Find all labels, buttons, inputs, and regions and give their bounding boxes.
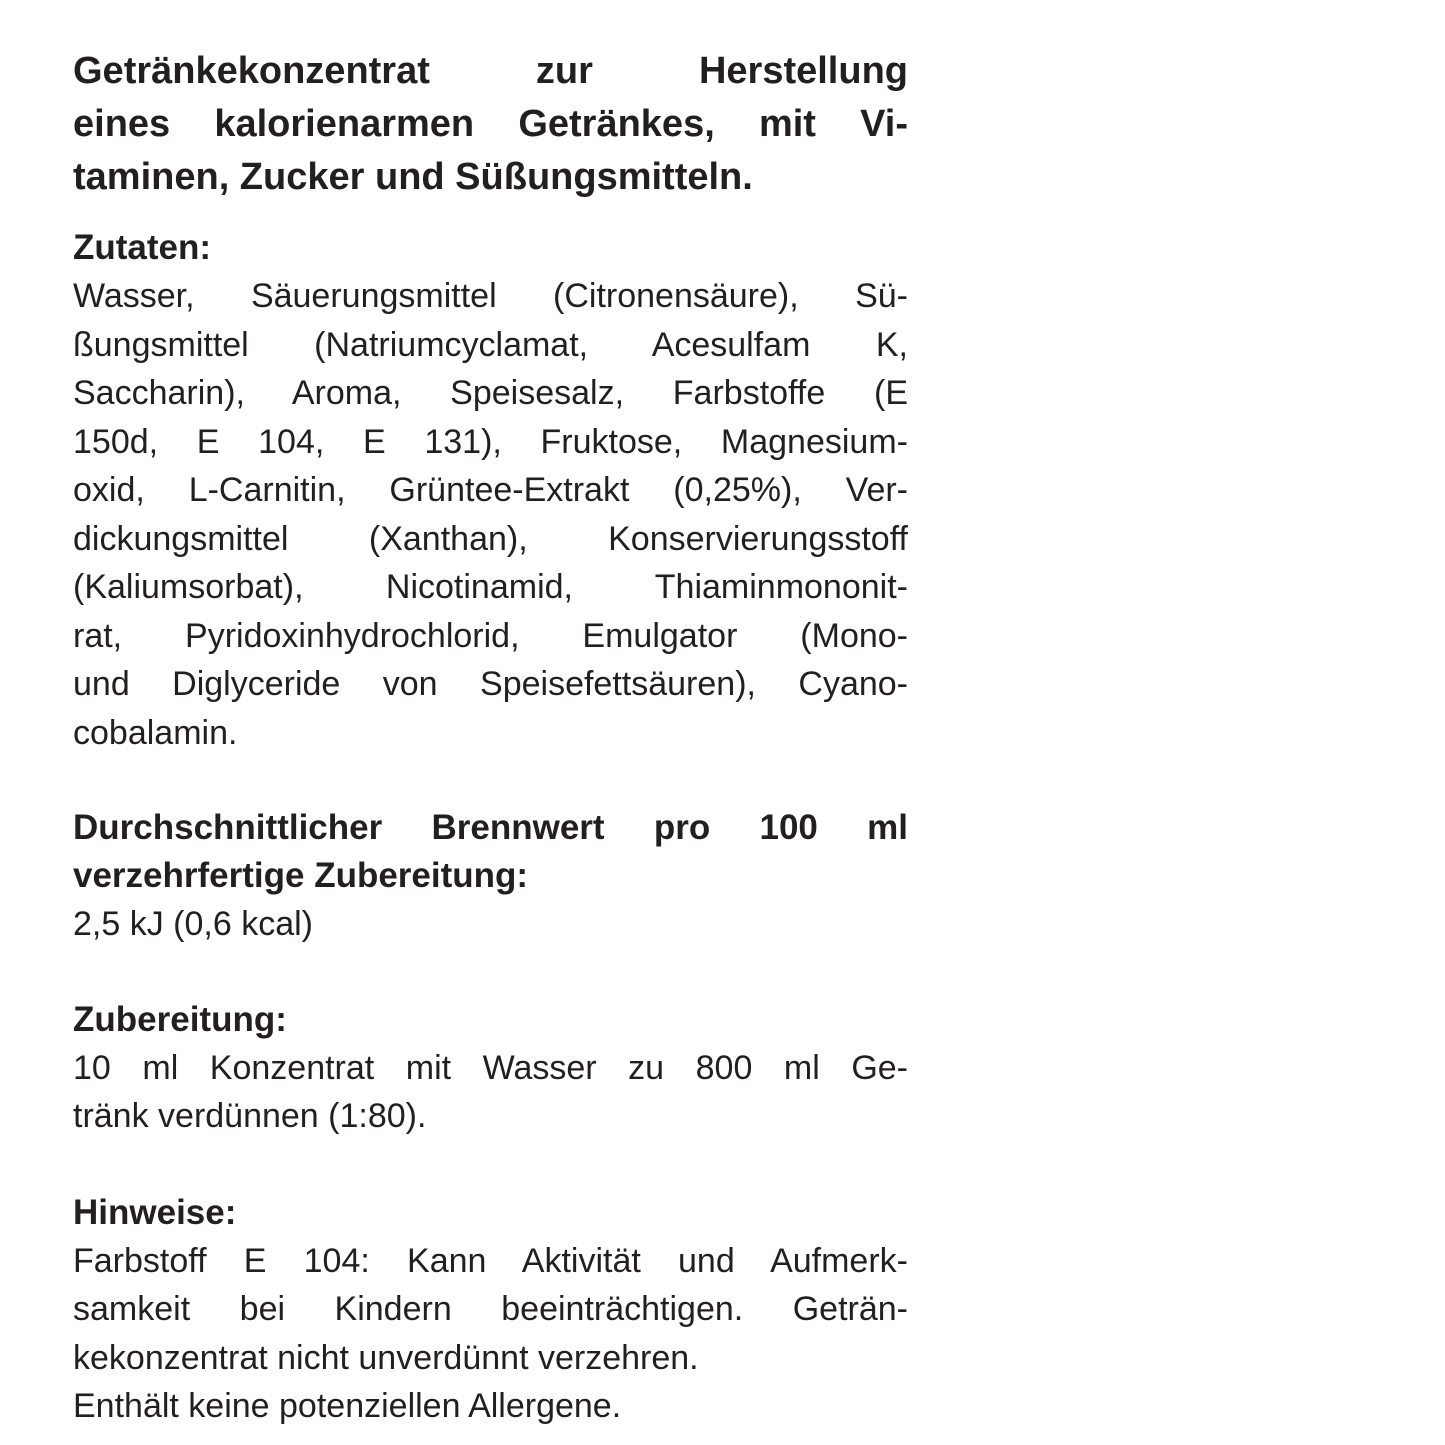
preparation-line: 10 ml Konzentrat mit Wasser zu 800 ml Ge- — [73, 1048, 908, 1087]
ingredients-line: Saccharin), Aroma, Speisesalz, Farbstoffe (E — [73, 374, 908, 412]
ingredients-line: ßungsmittel (Natriumcyclamat, Acesulfam K, — [73, 325, 908, 364]
preparation-instructions — [73, 1044, 908, 1141]
notes-line: Enthält keine potenziellen Allergene. — [73, 1387, 622, 1425]
preparation-line: tränk verdünnen (1:80). — [73, 1097, 427, 1135]
notes-line: Farbstoff E 104: Kann Aktivität und Aufmerk- — [73, 1241, 908, 1280]
notes-text — [73, 1237, 908, 1431]
preparation-heading: Zubereitung: — [73, 999, 287, 1039]
product-title — [73, 45, 908, 204]
energy-heading-line: Durchschnittlicher Brennwert pro 100 ml — [73, 808, 908, 847]
energy-heading-line: verzehrfertige Zubereitung: — [73, 856, 529, 895]
notes-line: kekonzentrat nicht unverdünnt verzehren. — [73, 1338, 699, 1377]
ingredients-line: 150d, E 104, E 131), Fruktose, Magnesium- — [73, 422, 908, 461]
preparation-section — [73, 996, 908, 1141]
ingredients-section — [73, 224, 908, 757]
energy-value: 2,5 kJ (0,6 kcal) — [73, 905, 313, 943]
notes-line: samkeit bei Kindern beeinträchtigen. Geträn- — [73, 1290, 908, 1328]
product-title-line: eines kalorienarmen Getränkes, mit Vi- — [73, 103, 908, 145]
ingredients-line: und Diglyceride von Speisefettsäuren), Cyano- — [73, 665, 908, 703]
notes-section — [73, 1189, 908, 1431]
ingredients-line: dickungsmittel (Xanthan), Konservierungsstoff — [73, 519, 908, 558]
ingredients-line: oxid, L-Carnitin, Grüntee-Extrakt (0,25%), Ver- — [73, 471, 908, 509]
product-title-line: Getränkekonzentrat zur Herstellung — [73, 50, 908, 92]
ingredients-line: (Kaliumsorbat), Nicotinamid, Thiaminmononit- — [73, 568, 908, 606]
ingredients-list — [73, 272, 908, 757]
notes-heading: Hinweise: — [73, 1192, 237, 1232]
ingredients-heading: Zutaten: — [73, 228, 212, 267]
product-title-line: taminen, Zucker und Süßungsmitteln. — [73, 156, 753, 198]
ingredients-line: cobalamin. — [73, 713, 238, 752]
ingredients-line: rat, Pyridoxinhydrochlorid, Emulgator (Mono- — [73, 616, 908, 655]
energy-section — [73, 804, 908, 949]
energy-heading — [73, 804, 908, 900]
product-label-text — [73, 45, 908, 1431]
ingredients-line: Wasser, Säuerungsmittel (Citronensäure), Sü- — [73, 277, 908, 315]
